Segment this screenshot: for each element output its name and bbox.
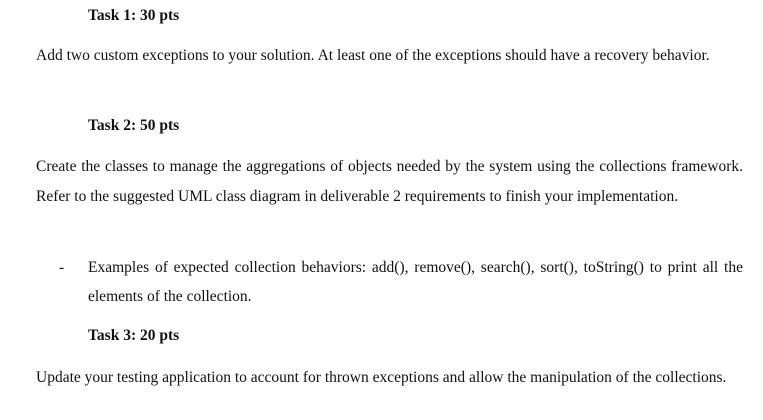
task-2-bullet-list (36, 253, 743, 311)
task-1-heading: Task 1: 30 pts (88, 7, 180, 24)
list-item (36, 253, 743, 311)
task-1-description: Add two custom exceptions to your solution. At least one of the exceptions should have a recovery behavior. (36, 47, 710, 64)
task-2-description: Create the classes to manage the aggregations of objects needed by the system using the collections framework. Refer to the suggested UML class diagram in deliverable 2 requirements to finish your implementation. (36, 158, 743, 205)
task-3-heading: Task 3: 20 pts (88, 327, 180, 344)
task-3-description: Update your testing application to account for thrown exceptions and allow the manipulation of the collections. (36, 369, 727, 386)
dash-bullet-icon: - (59, 259, 65, 276)
task-2-heading: Task 2: 50 pts (88, 117, 180, 134)
bullet-text: Examples of expected collection behaviors: add(), remove(), search(), sort(), toString() to print all the elements of the collection. (88, 259, 743, 305)
